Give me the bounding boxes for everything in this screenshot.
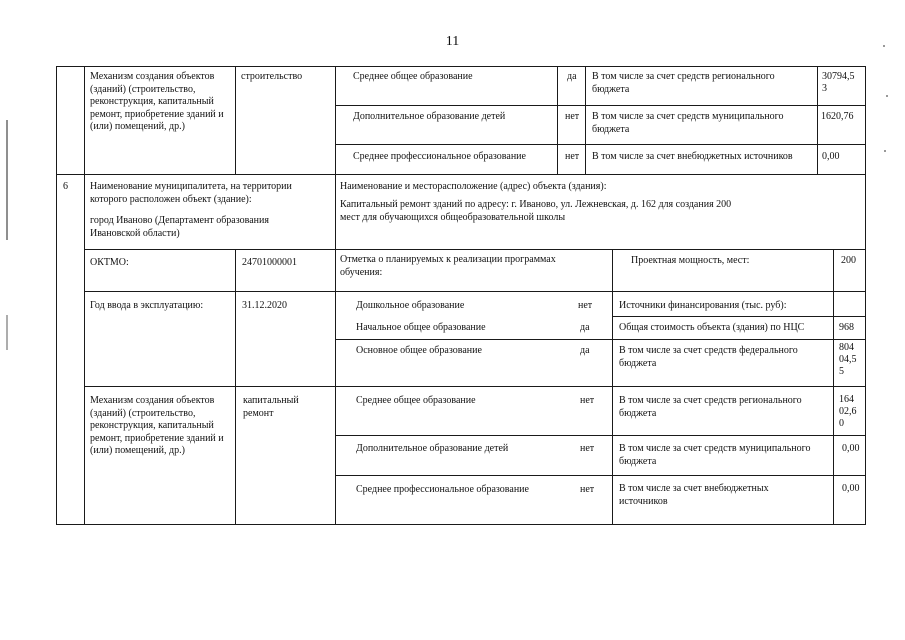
program-flag: да — [567, 71, 577, 82]
program-name: Среднее общее образование — [353, 71, 473, 82]
object-value: Капитальный ремонт зданий по адресу: г. Иваново, ул. Лежневская, д. 162 для создания 200 мест для обучающихся общеобразовательной школы — [340, 199, 732, 223]
program-name: Дополнительное образование детей — [356, 443, 509, 454]
oktmo-label: ОКТМО: — [90, 257, 129, 268]
oktmo-value: 24701000001 — [242, 257, 297, 268]
mechanism-label: Механизм создания объектов (зданий) (строительство, реконструкция, капитальный ремонт, приобретение зданий и (или) помещений, др.) — [90, 71, 224, 132]
scan-speck — [883, 45, 885, 47]
program-flag: нет — [565, 111, 580, 122]
scan-edge-mark — [6, 315, 8, 350]
program-name: Дошкольное образование — [356, 300, 465, 311]
program-flag: нет — [580, 395, 595, 406]
funding-label: В том числе за счет внебюджетных источников — [592, 151, 793, 162]
program-name: Начальное общее образование — [356, 322, 486, 333]
funding-value: 02,6 — [839, 406, 857, 417]
funding-value: 0,00 — [822, 151, 840, 162]
funding-value: 0,00 — [842, 443, 860, 454]
funding-label: В том числе за счет внебюджетных источников — [619, 483, 769, 507]
funding-value: 04,5 — [839, 354, 857, 365]
funding-value: 3 — [822, 83, 827, 94]
municipality-value: город Иваново (Департамент образования Ивановской области) — [90, 215, 269, 239]
capacity-label: Проектная мощность, мест: — [631, 255, 750, 266]
mechanism-value: строительство — [241, 71, 303, 82]
program-flag: да — [580, 322, 590, 333]
funding-label: В том числе за счет средств регионального бюджета — [619, 395, 802, 419]
program-name: Среднее общее образование — [356, 395, 476, 406]
scan-speck — [886, 95, 888, 97]
row-number: 6 — [63, 181, 68, 192]
funding-label: В том числе за счет средств федерального бюджета — [619, 345, 798, 369]
funding-label: В том числе за счет средств регионального бюджета — [592, 71, 775, 95]
program-flag: да — [580, 345, 590, 356]
funding-value: 30794,5 — [822, 71, 855, 82]
commissioning-label: Год ввода в эксплуатацию: — [90, 300, 204, 311]
funding-value: 1620,76 — [821, 111, 854, 122]
municipality-label: Наименование муниципалитета, на территории которого расположен объект (здание): — [90, 181, 292, 205]
mechanism-value: капитальный ремонт — [243, 395, 299, 419]
capacity-value: 200 — [841, 255, 856, 266]
mechanism-label: Механизм создания объектов (зданий) (строительство, реконструкция, капитальный ремонт, приобретение зданий и (или) помещений, др.) — [90, 395, 224, 456]
funding-label: В том числе за счет средств муниципального бюджета — [592, 111, 784, 135]
program-flag: нет — [580, 443, 595, 454]
scan-speck — [884, 150, 886, 152]
object-label: Наименование и месторасположение (адрес) объекта (здания): — [340, 181, 607, 192]
programs-note: Отметка о планируемых к реализации программах обучения: — [340, 254, 556, 278]
program-name: Среднее профессиональное образование — [353, 151, 526, 162]
funding-value: 804 — [839, 342, 854, 353]
program-name: Среднее профессиональное образование — [356, 484, 529, 495]
page-number: 11 — [445, 34, 460, 49]
funding-value: 0 — [839, 418, 844, 429]
funding-value: 0,00 — [842, 483, 860, 494]
funding-label: Общая стоимость объекта (здания) по НЦС — [619, 322, 805, 333]
program-flag: нет — [565, 151, 580, 162]
program-name: Основное общее образование — [356, 345, 482, 356]
funding-label: Источники финансирования (тыс. руб): — [619, 300, 787, 311]
scan-edge-mark — [6, 120, 8, 240]
funding-value: 968 — [839, 322, 854, 333]
funding-value: 164 — [839, 394, 854, 405]
funding-value: 5 — [839, 366, 844, 377]
program-flag: нет — [578, 300, 593, 311]
funding-label: В том числе за счет средств муниципального бюджета — [619, 443, 811, 467]
commissioning-value: 31.12.2020 — [242, 300, 287, 311]
program-flag: нет — [580, 484, 595, 495]
program-name: Дополнительное образование детей — [353, 111, 506, 122]
